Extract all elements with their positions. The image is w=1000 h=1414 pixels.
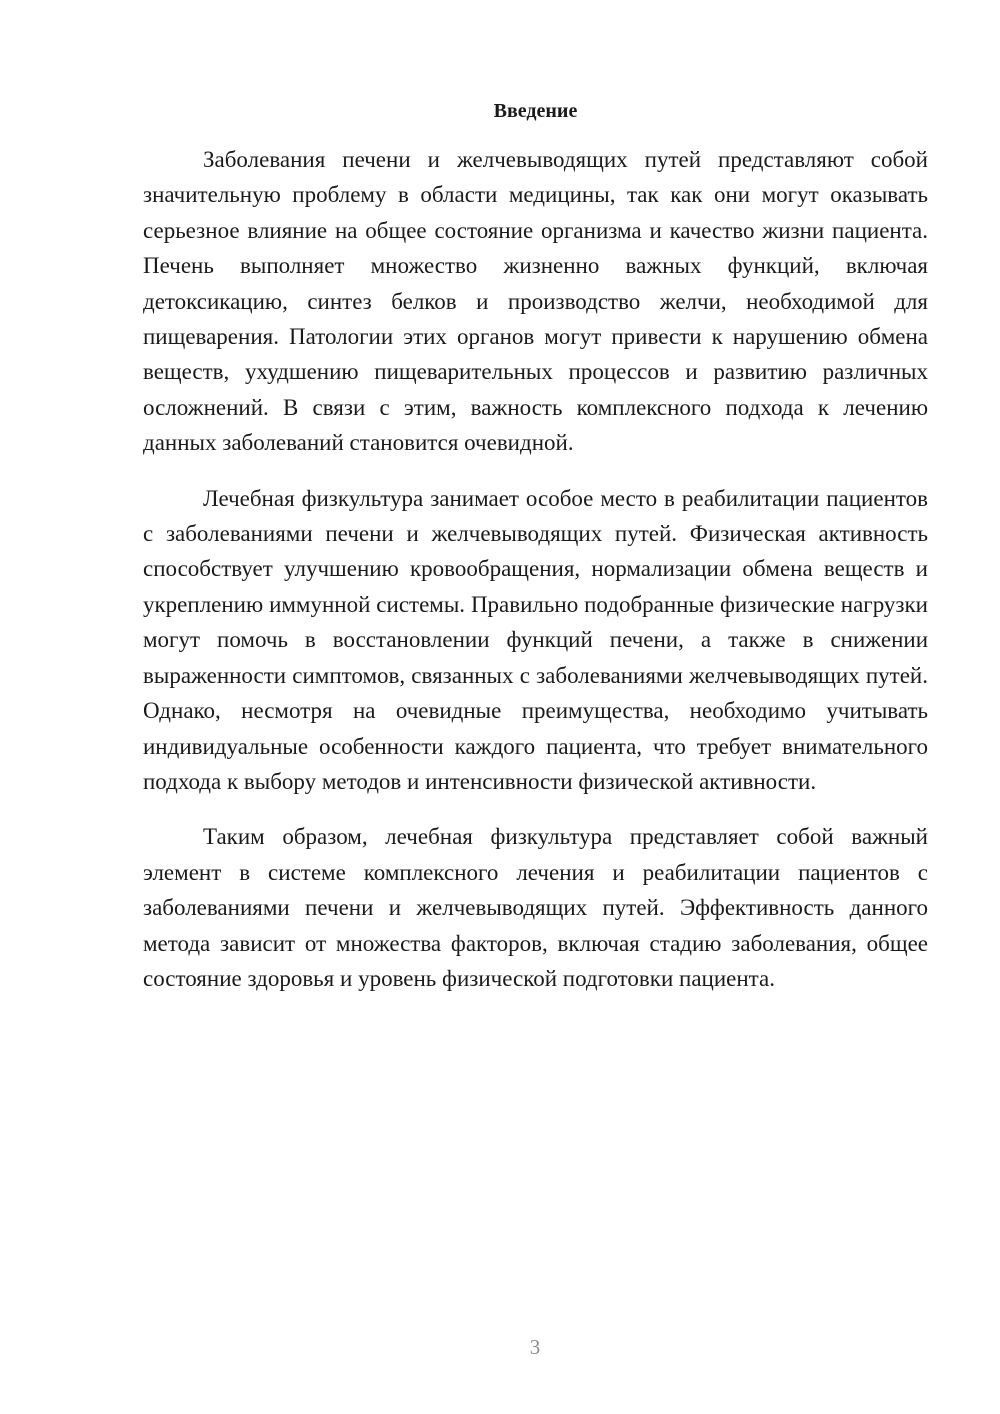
paragraph-1: Заболевания печени и желчевыводящих путей представляют собой значительную проблему в области медицины, так как они могут оказывать серьезное влияние на общее состояние организма и качество жизни пациента. Печень выполняет множество жизненно важных функций, включая детоксикацию, синтез белков и производство желчи, необходимой для пищеварения. Патологии этих органов могут привести к нарушению обмена веществ, ухудшению пищеварительных процессов и развитию различных осложнений. В связи с этим, важность комплексного подхода к лечению данных заболеваний становится очевидной. <box>143 147 928 456</box>
section-title: Введение <box>493 100 578 122</box>
page-number: 3 <box>529 1335 541 1359</box>
body-text <box>143 142 928 996</box>
paragraph-3: Таким образом, лечебная физкультура представляет собой важный элемент в системе комплексного лечения и реабилитации пациентов с заболеваниями печени и желчевыводящих путей. Эффективность данного метода зависит от множества факторов, включая стадию заболевания, общее состояние здоровья и уровень физической подготовки пациента. <box>143 824 928 991</box>
paragraph-2: Лечебная физкультура занимает особое место в реабилитации пациентов с заболеваниями печени и желчевыводящих путей. Физическая активность способствует улучшению кровообращения, нормализации обмена веществ и укреплению иммунной системы. Правильно подобранные физические нагрузки могут помочь в восстановлении функций печени, а также в снижении выраженности симптомов, связанных с заболеваниями желчевыводящих путей. Однако, несмотря на очевидные преимущества, необходимо учитывать индивидуальные особенности каждого пациента, что требует внимательного подхода к выбору методов и интенсивности физической активности. <box>143 485 928 794</box>
